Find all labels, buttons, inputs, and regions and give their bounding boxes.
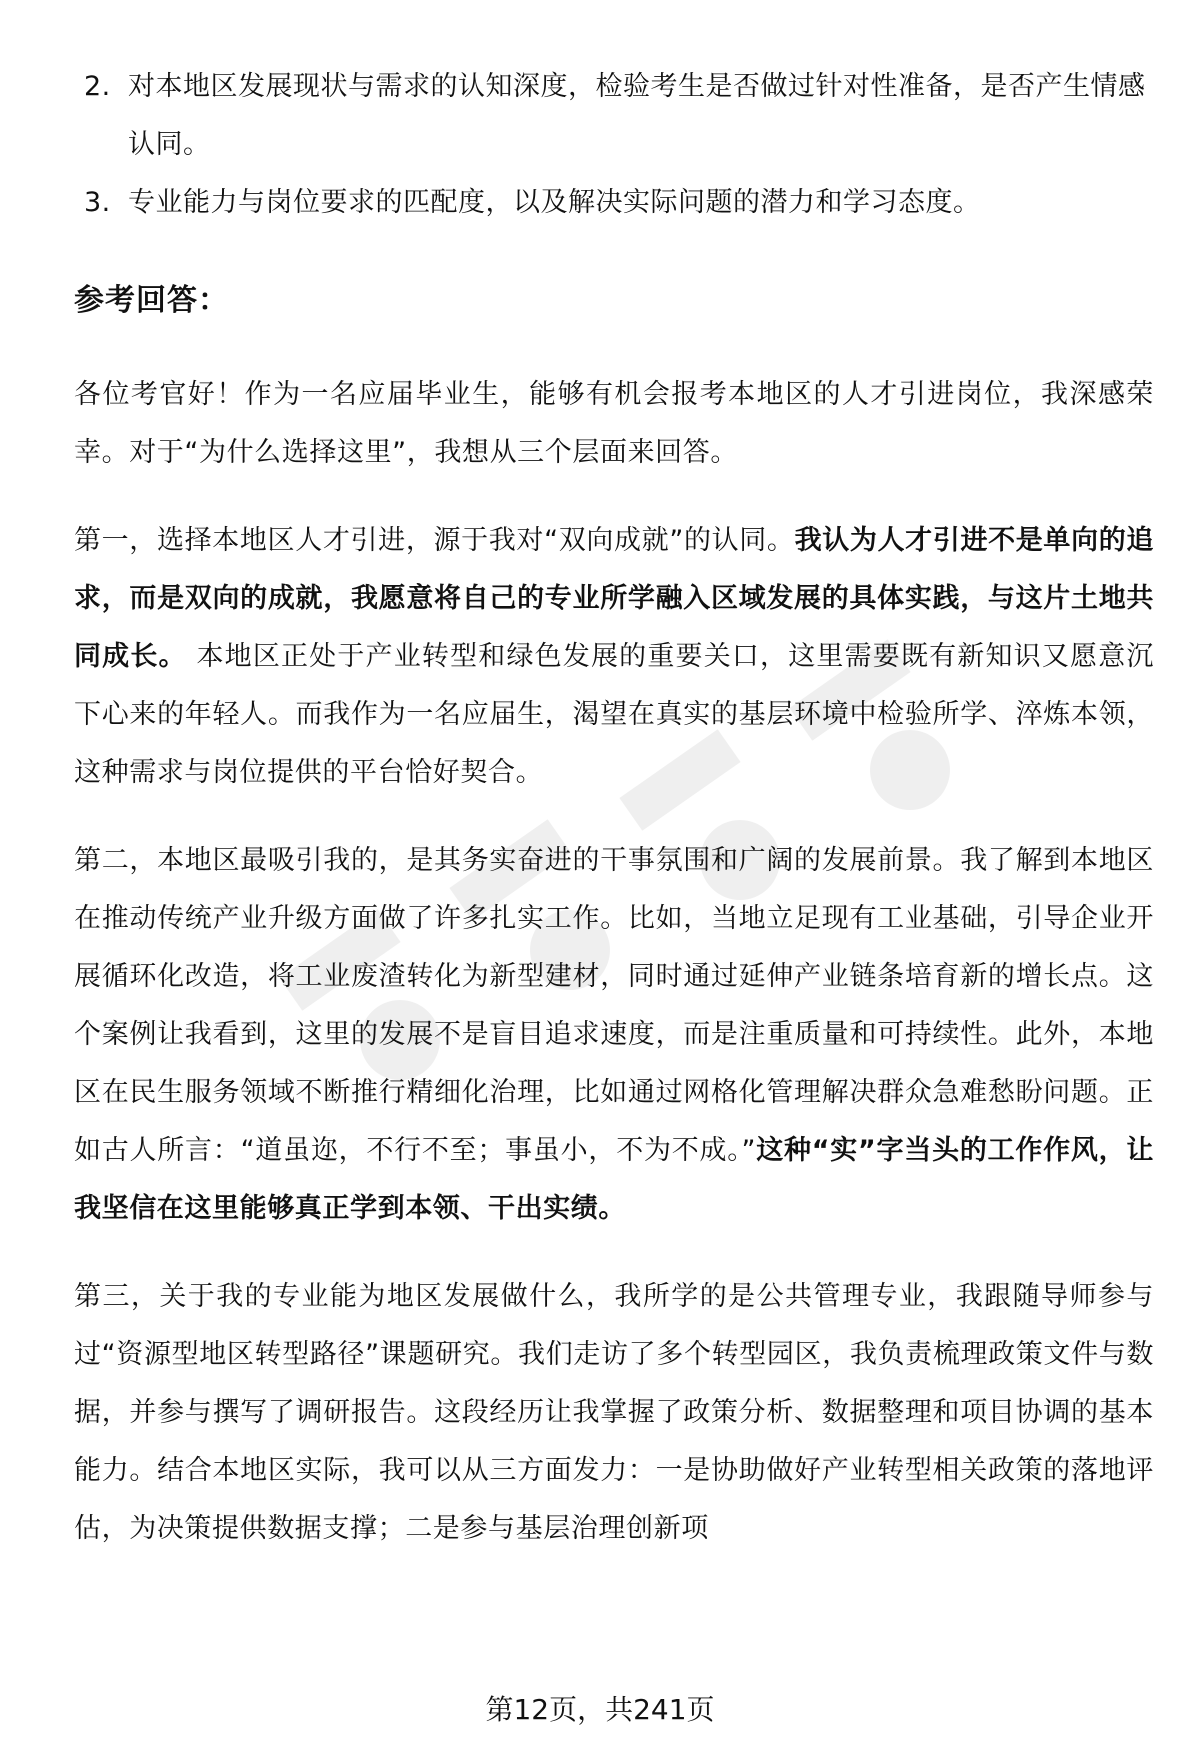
paragraph-first	[74, 512, 1154, 802]
list-item-number: 3.	[84, 187, 111, 218]
list-item	[74, 174, 1154, 232]
paragraph-second	[74, 832, 1154, 1238]
paragraph-bold: 我认为人才引进不是单向的追求，而是双向的成就，我愿意将自己的专业所学融入区域发展的具体实践，与这片土地共同成长。	[74, 525, 1154, 672]
document-content	[74, 58, 1154, 1588]
page-number: 第12页，共241页	[485, 1693, 715, 1726]
paragraph-lead: 第三，关于我的专业能为地区发展做什么，我所学的是公共管理专业，我跟随导师参与过“资源型地区转型路径”课题研究。我们走访了多个转型园区，我负责梳理政策文件与数据，并参与撰写了调研报告。这段经历让我掌握了政策分析、数据整理和项目协调的基本能力。结合本地区实际，我可以从三方面发力：一是协助做好产业转型相关政策的落地评估，为决策提供数据支撑；二是参与基层治理创新项	[74, 1281, 1154, 1544]
page-footer	[0, 1690, 1200, 1730]
list-item-number: 2.	[84, 71, 111, 102]
list-item	[74, 58, 1154, 174]
criteria-list	[74, 58, 1154, 232]
list-item-text: 对本地区发展现状与需求的认知深度，检验考生是否做过针对性准备，是否产生情感认同。	[128, 71, 1146, 160]
paragraph-text: 各位考官好！作为一名应届毕业生，能够有机会报考本地区的人才引进岗位，我深感荣幸。对于“为什么选择这里”，我想从三个层面来回答。	[74, 379, 1154, 468]
paragraph-third	[74, 1268, 1154, 1558]
paragraph-bold: 这种“实”字当头的工作作风，让我坚信在这里能够真正学到本领、干出实绩。	[74, 1135, 1154, 1224]
paragraph-lead: 第二，本地区最吸引我的，是其务实奋进的干事氛围和广阔的发展前景。我了解到本地区在推动传统产业升级方面做了许多扎实工作。比如，当地立足现有工业基础，引导企业开展循环化改造，将工业废渣转化为新型建材，同时通过延伸产业链条培育新的增长点。这个案例让我看到，这里的发展不是盲目追求速度，而是注重质量和可持续性。此外，本地区在民生服务领域不断推行精细化治理，比如通过网格化管理解决群众急难愁盼问题。正如古人所言：“道虽迩，不行不至；事虽小，不为不成。”	[74, 845, 1154, 1166]
paragraph-intro	[74, 366, 1154, 482]
section-heading: 参考回答：	[74, 283, 229, 318]
list-item-text: 专业能力与岗位要求的匹配度，以及解决实际问题的潜力和学习态度。	[128, 187, 981, 218]
paragraph-tail: 本地区正处于产业转型和绿色发展的重要关口，这里需要既有新知识又愿意沉下心来的年轻人。而我作为一名应届生，渴望在真实的基层环境中检验所学、淬炼本领，这种需求与岗位提供的平台恰好契合。	[74, 641, 1154, 788]
paragraph-lead: 第一，选择本地区人才引进，源于我对“双向成就”的认同。	[74, 525, 795, 556]
